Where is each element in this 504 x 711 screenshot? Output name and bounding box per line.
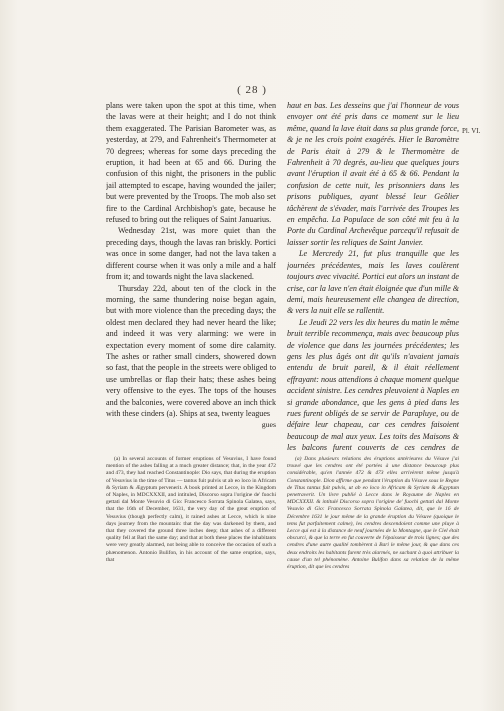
french-paragraph: haut en bas. Les desseins que j'ai l'honneur de vous envoyer ont été pris dans ce moment sur le lieu même, quand la lave était dans sa plus grande force, & je ne les crois point exagérés. Hier le Baromètre de Paris était à 279 & le Thermomètre de Fahrenheit à 70 degrés, au-lieu que quelques jours avant l'éruption il avait été à 65 & 66. Pendant la confusion de cette nuit, les prisonniers dans les prisons publiques, ayant blessé leur Geôlier tâchèrent de s'évader, mais l'arrivée des Troupes les en empêcha. La Populace de son côté mit feu à la Porte du Cardinal Archevêque parcequ'il refusait de laisser sortir les reliques de Saint Janvier.	[287, 101, 459, 247]
english-paragraph: plans were taken upon the spot at this time, when the lavas were at their height; and I do not think them exaggerated. The Parisian Barometer was, as yesterday, at 279, and Fahrenheit's Thermometer at 70 degrees; whereas for some days preceding the eruption, it had been at 65 and 66. During the confusion of this night, the prisoners in the public jail attempted to escape, having wounded the jailer; but were prevented by the Troops. The mob also set fire to the Cardinal Archbishop's gate, because he refused to bring out the reliques of Saint Januarius.	[106, 101, 276, 225]
french-footnote	[287, 456, 459, 696]
english-column	[106, 100, 276, 452]
french-footnote-text: (a) Dans plusieurs relations des éruptions antérieures du Vésuve j'ai trouvé que les cendres ont été portées à une distance beaucoup plus considérable, qu'en l'année 472 & 473 elles arrivèrent même jusqu'à Constantinople. Dion affirme que pendant l'éruption du Vésuve sous le Regne de Titus tantus fuit pulvis, ut ab eo loco in Africam & Syriam & Ægyptum penetraverit. Un livre publié à Lecce dans le Royaume de Naples en MDCXXXII. & intitulé Discorso sopra l'origine de' fuochi gettati dal Monte Vesuvio di Gio: Francesco Sorrata Spinola Galatea, dit, que le 16 de Décembre 1631 le jour même de la grande éruption du Vésuve (quoique le tems fut parfaitement calme), les cendres descendoient comme une pluye à Lecce qui est à la distance de neuf journées de la Montagne, que le Ciel était obscurci, & que la terre en fut couverte de l'épaisseur de trois lignes; que des cendres d'une autre qualité tombèrent à Bari le même jour, & que dans ces deux endroits les habitants furent très alarmés, ne sachant à quoi attribuer la cause d'un tel phénomène. Antoine Bulifon dans sa relation de la même éruption, dit que les cendres	[287, 456, 459, 571]
page-number: ( 28 )	[237, 84, 267, 96]
french-paragraph: Le Mercredy 21, fut plus tranquille que les journées précédentes, mais les laves coulèrent toujours avec vivacité. Portici eut alors un instant de crise, car la lave n'en était éloignée que d'un mille & demi, mais heureusement elle changea de direction, & vers la nuit elle se rallentit.	[287, 249, 459, 316]
english-paragraph: Wednesday 21st, was more quiet than the preceding days, though the lavas ran briskly. Portici was once in some danger, had not the lava taken a different course when it was only a mile and a half from it; and towards night the lava slackened.	[106, 226, 276, 282]
french-column	[287, 100, 459, 452]
english-paragraph: Thursday 22d, about ten of the clock in the morning, the same thundering noise began again, but with more violence than the preceding days; the oldest men declared they had never heard the like; and indeed it was very alarming: we were in expectation every moment of some dire calamity. The ashes or rather small cinders, showered down so fast, that the people in the streets were obliged to use umbrellas or flap their hats; these ashes being very offensive to the eyes. The tops of the houses and the balconies, were covered above an inch thick with these cinders (a). Ships at sea, twenty leagues	[106, 283, 276, 418]
french-paragraph: Le Jeudi 22 vers les dix heures du matin le même bruit terrible recommença, mais avec beaucoup plus de violence que dans les journées précédentes; les gens les plus âgés ont dit qu'ils n'avaient jamais entendu de bruit pareil, & il était réellement effrayant: nous attendions à chaque moment quelque accident sinistre. Les cendres pleuvoient à Naples en si grande abondance, que les gens à pied dans les rues furent obligés de se servir de Parapluye, ou de défaire leur chapeau, car ces cendres faisoient beaucoup de mal aux yeux. Les toits des Maisons & les balcons furent couverts de ces cendres de	[287, 317, 459, 452]
english-footnote	[106, 456, 276, 696]
english-catchword: gues	[261, 420, 276, 430]
plate-reference: Pl. VI.	[462, 127, 481, 135]
english-footnote-text: (a) In several accounts of former eruptions of Vesuvius, I have found mention of the ashes falling at a much greater distance; that, in the year 472 and 473, they had reached Constantinople: Dio says, that during the eruption of Vesuvius in the time of Titus — tantus fuit pulvis ut ab eo loco in Africam & Syriam & Ægyptum pervenerit. A book printed at Lecce, in the Kingdom of Naples, in MDCXXXII, and intituled, Discorso sopra l'origine de' fuochi gettati dal Monte Vesuvio di Gio: Francesco Sorrata Spinola Galatea, says, that the 16th of December, 1631, the very day of the great eruption of Vesuvius (though perfectly calm), it rained ashes at Lecce, which is nine days journey from the mountain: that the day was darkened by them, and that they covered the ground three inches deep; that ashes of a different quality fell at Bari the same day; and that at both these places the inhabitants were very greatly alarmed, not being able to conceive the occasion of such a phænomenon. Antonio Bulifon, in his account of the same eruption, says, that	[106, 456, 276, 563]
